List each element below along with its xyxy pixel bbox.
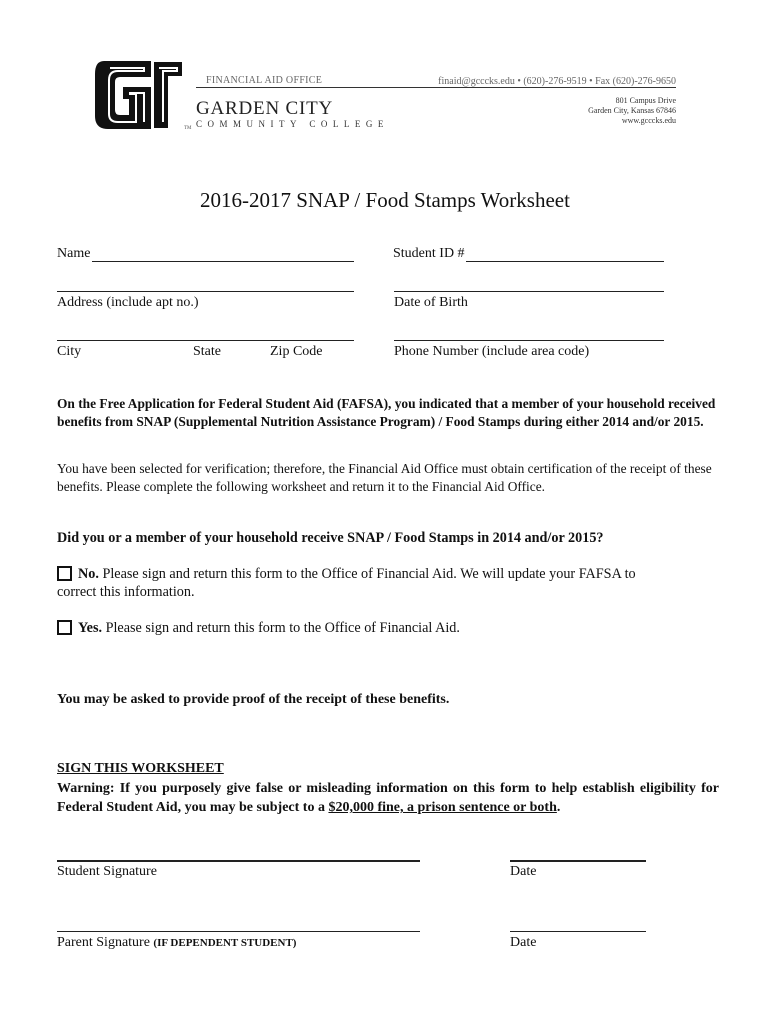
city-state-zip-field[interactable] (57, 340, 354, 341)
student-id-label: Student ID # (393, 246, 465, 261)
proof-note: You may be asked to provide proof of the receipt of these benefits. (57, 692, 450, 707)
parent-signature-note: (IF DEPENDENT STUDENT) (153, 937, 297, 949)
header-rule (196, 87, 676, 88)
warning-text (57, 779, 719, 817)
student-id-field[interactable] (466, 261, 664, 262)
page-title: 2016-2017 SNAP / Food Stamps Worksheet (200, 188, 570, 212)
sign-heading: SIGN THIS WORKSHEET (57, 761, 224, 776)
name-field[interactable] (92, 261, 354, 262)
warning-penalty: $20,000 fine, a prison sentence or both (328, 800, 557, 815)
phone-field[interactable] (394, 340, 664, 341)
yes-option-label: Yes. (78, 620, 103, 636)
address-label: Address (include apt no.) (57, 295, 199, 310)
student-date-label: Date (510, 864, 537, 879)
no-option-text-2: correct this information. (57, 584, 195, 600)
trademark-mark: TM (184, 126, 192, 131)
college-logo (90, 56, 186, 134)
parent-signature-field[interactable] (57, 931, 420, 932)
no-checkbox[interactable] (57, 566, 72, 581)
warning-end: . (556, 800, 561, 815)
yes-checkbox[interactable] (57, 620, 72, 635)
student-date-field[interactable] (510, 860, 646, 862)
no-option-label: No. (78, 566, 99, 582)
name-label: Name (57, 246, 91, 261)
city-label: City (57, 344, 82, 359)
address-line-1: 801 Campus Drive (615, 96, 676, 105)
student-signature-label: Student Signature (57, 864, 157, 879)
dob-field[interactable] (394, 291, 664, 292)
parent-date-field[interactable] (510, 931, 646, 932)
parent-signature-label: Parent Signature (57, 935, 150, 950)
intro-bold-paragraph: On the Free Application for Federal Student Aid (FAFSA), you indicated that a member of your household received benefits from SNAP (Supplemental Nutrition Assistance Program) / Food Stamps during either 2014 and/or 2015. (57, 396, 716, 429)
state-label: State (193, 344, 221, 359)
snap-question: Did you or a member of your household receive SNAP / Food Stamps in 2014 and/or 2015? (57, 530, 604, 546)
intro-paragraph: You have been selected for verification; therefore, the Financial Aid Office must obtain certification of the receipt of these benefits. Please complete the following worksheet and return it to the Financial Aid Office. (57, 461, 712, 494)
student-signature-field[interactable] (57, 860, 420, 862)
college-name: GARDEN CITY (196, 98, 334, 119)
dob-label: Date of Birth (394, 295, 468, 310)
zip-label: Zip Code (270, 344, 323, 359)
office-name: FINANCIAL AID OFFICE (206, 75, 323, 86)
address-line-2: Garden City, Kansas 67846 (588, 106, 676, 115)
parent-date-label: Date (510, 935, 537, 950)
college-subtitle: COMMUNITY COLLEGE (196, 119, 389, 129)
address-field[interactable] (57, 291, 354, 292)
warning-prefix: Warning: If you purposely give false or misleading information on this form to help establish eligibility for Federal Student Aid, you may be subject to a (57, 781, 719, 815)
yes-option-text: Please sign and return this form to the Office of Financial Aid. (105, 620, 460, 636)
no-option-text: Please sign and return this form to the Office of Financial Aid. We will update your FAFSA to (102, 566, 636, 582)
website-link[interactable]: www.gcccks.edu (621, 116, 676, 125)
contact-info: finaid@gcccks.edu • (620)-276-9519 • Fax (620)-276-9650 (438, 76, 676, 87)
phone-label: Phone Number (include area code) (394, 344, 590, 359)
